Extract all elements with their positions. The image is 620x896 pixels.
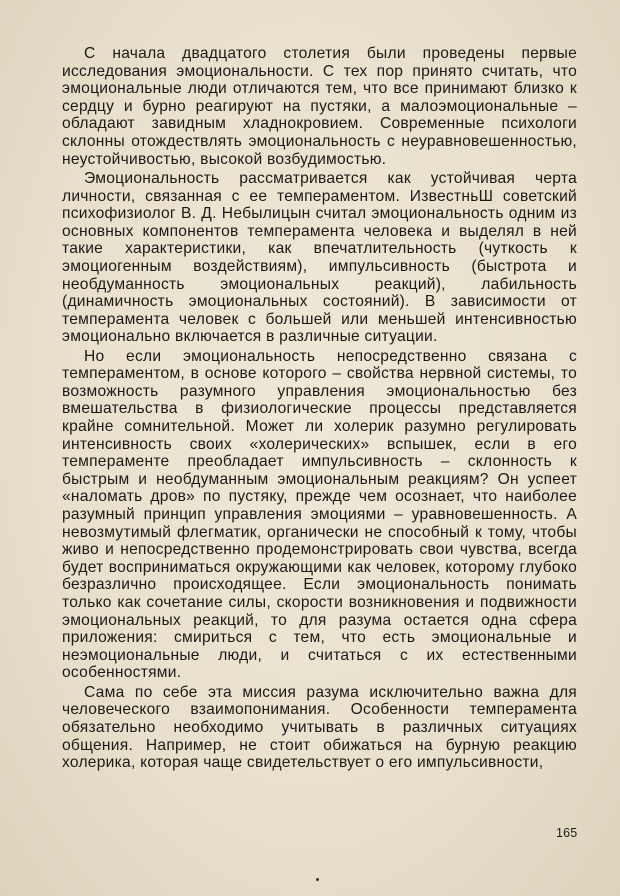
paragraph-2: Эмоциональность рассматривается как устойчивая черта личности, связанная с ее темпераментом. ИзвестньШ советский психофизиолог В. Д. Небылицын считал эмоциональность одним из основных компонентов темперамента человека и выделял в ней такие характеристики, как впечатлительность (чуткость к эмоциогенным воздействиям), импульсивность (быстрота и необдуманность эмоциональных реакций), лабильность (динамичность эмоциональных состояний). В зависимости от темперамента человек с большей или меньшей интенсивностью эмоционально включается в различные ситуации. — [62, 169, 577, 346]
paragraph-3: Но если эмоциональность непосредственно связана с темпераментом, в основе которого – свойства нервной системы, то возможность разумного управления эмоциональностью без вмешательства в физиологические процессы представляется крайне сомнительной. Может ли холерик разумно регулировать интенсивность своих «холерических» вспышек, если в его темпераменте преобладает импульсивность – склонность к быстрым и необдуманным эмоциональным реакциям? Он успеет «наломать дров» по пустяку, прежде чем осознает, что наиболее разумный принцип управления эмоциями – уравновешенность. А невозмутимый флегматик, органически не способный к тому, чтобы живо и непосредственно продемонстрировать свои чувства, всегда будет восприниматься окружающими как человек, которому глубоко безразлично происходящее. Если эмоциональность понимать только как сочетание силы, скорости возникновения и подвижности эмоциональных реакций, то для разума остается одна сфера приложения: смириться с тем, что есть эмоциональные и неэмоциональные люди, и считаться с их естественными особенностями. — [62, 347, 577, 682]
page-number: 165 — [556, 826, 578, 840]
paper-speck — [316, 878, 319, 881]
paragraph-4: Сама по себе эта миссия разума исключительно важна для человеческого взаимопонимания. Особенности темперамента обязательно необходимо учитывать в различных ситуациях общения. Например, не стоит обижаться на бурную реакцию холерика, которая чаще свидетельствует о его импульсивности, — [62, 683, 577, 772]
body-text — [62, 45, 577, 774]
paragraph-1: С начала двадцатого столетия были проведены первые исследования эмоциональности. С тех пор принято считать, что эмоциональные люди отличаются тем, что все принимают близко к сердцу и бурно реагируют на пустяки, а малоэмоциональные – обладают завидным хладнокровием. Современные психологи склонны отождествлять эмоциональность с неуравновешенностью, неустойчивостью, высокой возбудимостью. — [62, 45, 577, 168]
